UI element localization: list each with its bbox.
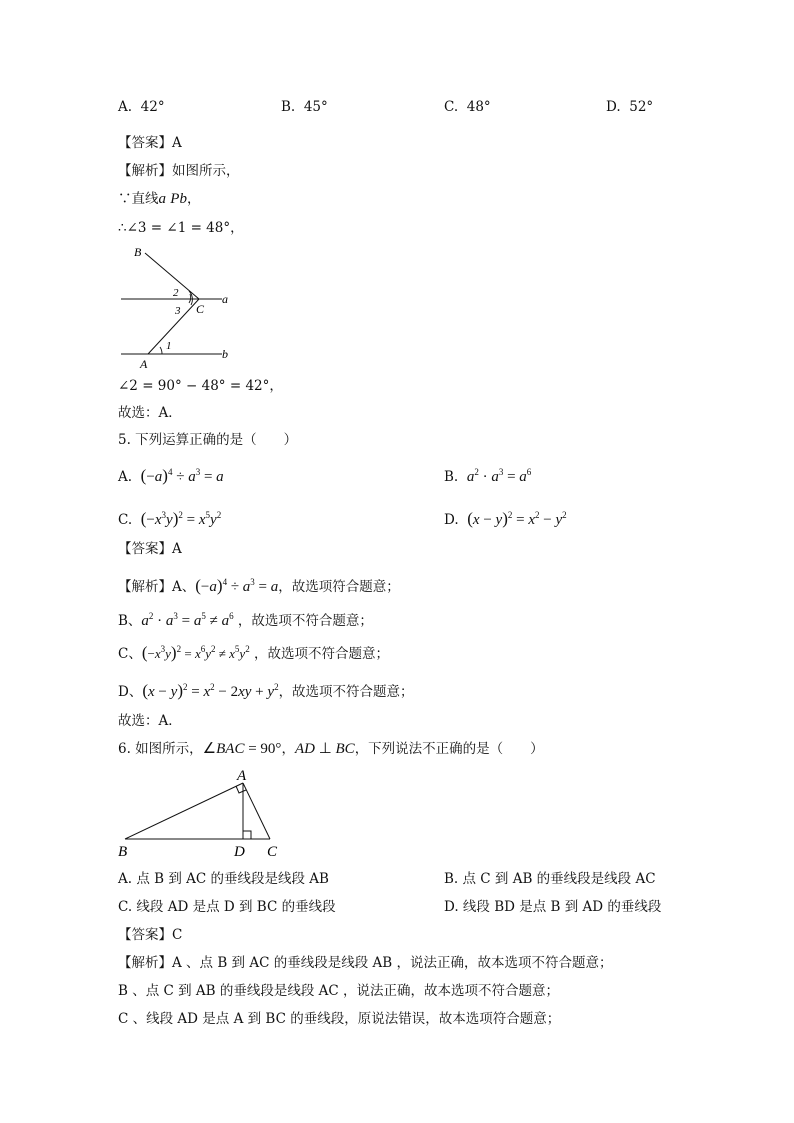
q4-answer: 【答案】A [118, 135, 182, 151]
q4-therefore-line: ∴∠3 = ∠1 = 48°， [118, 220, 244, 236]
q6-stem: 6. 如图所示，∠BAC = 90°，AD ⊥ BC，下列说法不正确的是（ ） [118, 741, 544, 757]
q4-analysis-title: 【解析】如图所示， [118, 163, 240, 179]
q6-answer: 【答案】C [118, 927, 183, 943]
label-2: 2 [173, 287, 179, 299]
angle-arc-a [160, 347, 162, 354]
q5-option-b: B. $a^2 \cdot a^3 = a^6$ [444, 467, 532, 485]
q6-option-c: C. 线段 AD 是点 D 到 BC 的垂线段 [118, 899, 336, 915]
q5-analysis-a: 【解析】A、$(-a)^4 \div a^3 = a$，故选项符合题意； [118, 576, 400, 595]
label-a-point: A [140, 357, 148, 371]
q4-since-line: ∵直线a Pb， [118, 191, 201, 207]
q5-analysis-b: B、$a^2 \cdot a^3 = a^5 \ne a^6$ ，故选项不符合题意； [118, 611, 373, 629]
q6-analysis-2: B 、点 C 到 AB 的垂线段是线段 AC ，说法正确，故本选项不符合题意； [118, 983, 560, 999]
label-c: C [267, 844, 278, 860]
label-b: B [134, 245, 142, 259]
q6-option-d: D. 线段 BD 是点 B 到 AD 的垂线段 [444, 899, 662, 915]
q4-option-c: C. 48° [444, 99, 491, 115]
label-b: B [118, 844, 128, 860]
segment-ab [125, 783, 243, 839]
q4-angle2-line: ∠2 = 90° − 48° = 42°， [118, 378, 283, 394]
q6-analysis-3: C 、线段 AD 是点 A 到 BC 的垂线段，原说法错误，故本选项符合题意； [118, 1011, 561, 1027]
q4-parallel-lines-figure [118, 243, 248, 373]
label-3: 3 [175, 305, 181, 317]
q5-stem: 5. 下列运算正确的是（ ） [118, 432, 298, 448]
q6-option-b: B. 点 C 到 AB 的垂线段是线段 AC [444, 871, 656, 887]
label-a: A [237, 768, 247, 784]
segment-bc [145, 253, 199, 299]
q6-triangle-figure [115, 763, 295, 863]
label-d: D [234, 844, 245, 860]
q4-option-d: D. 52° [606, 99, 654, 115]
label-1: 1 [166, 340, 172, 352]
q4-option-b: B. 45° [281, 99, 328, 115]
q5-option-c: C. $(-x^3y)^2 = x^5y^2$ [118, 509, 222, 528]
q5-option-a: A. $(-a)^4 \div a^3 = a$ [118, 466, 224, 485]
q6-option-a: A. 点 B 到 AC 的垂线段是线段 AB [118, 871, 329, 887]
label-c: C [196, 302, 205, 316]
q4-choose: 故选：A． [118, 405, 182, 421]
label-b-line: b [222, 347, 228, 361]
segment-ca [148, 299, 199, 354]
q4-option-a: A. 42° [118, 99, 165, 115]
q5-choose: 故选：A． [118, 713, 182, 729]
q5-analysis-d: D、$(x - y)^2 = x^2 - 2xy + y^2$，故选项不符合题意； [118, 681, 414, 700]
q5-answer: 【答案】A [118, 541, 182, 557]
right-angle-d [243, 831, 251, 839]
q5-analysis-c: C、$(-x^3y)^2 = x^6y^2 \ne x^5y^2$ ，故选项不符合题意； [118, 643, 389, 662]
label-a-line: a [222, 292, 228, 306]
q5-option-d: D. $(x - y)^2 = x^2 - y^2$ [444, 509, 567, 528]
q6-analysis-1: 【解析】A 、点 B 到 AC 的垂线段是线段 AB ，说法正确，故本选项不符合题意； [118, 955, 613, 971]
